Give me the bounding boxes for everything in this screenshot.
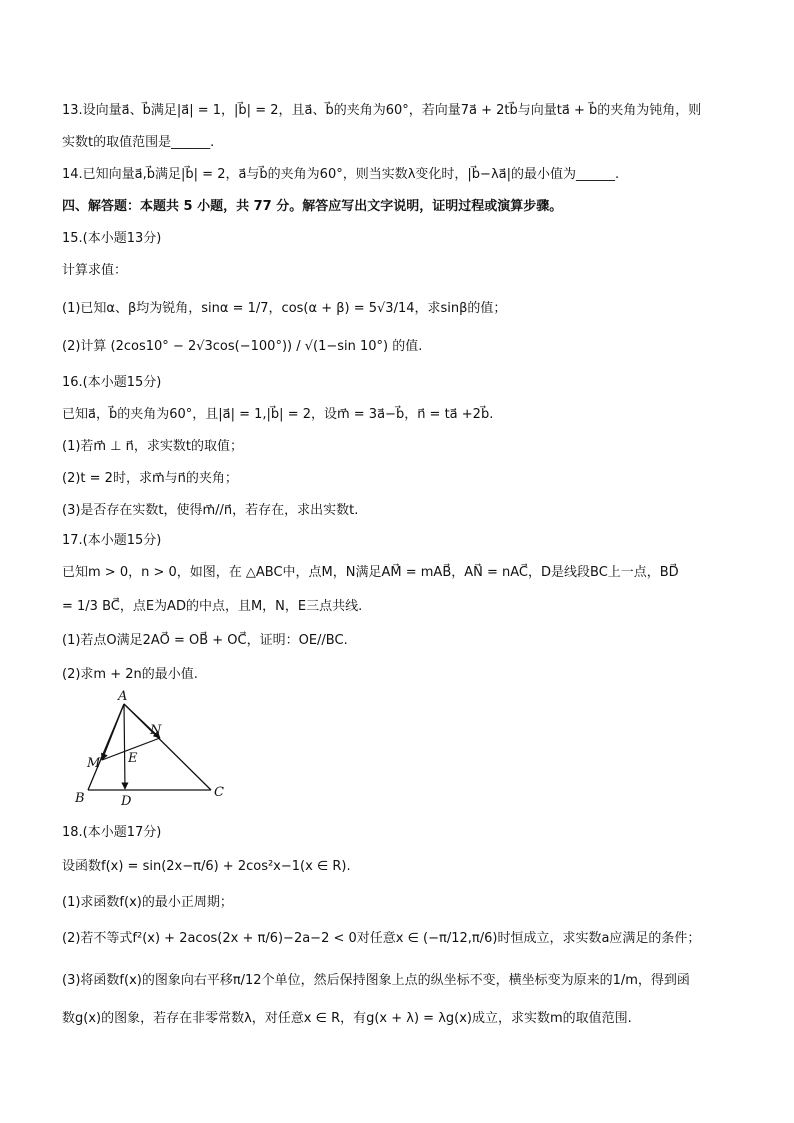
label-A: A (118, 689, 128, 704)
line-q17_2: (2)求m + 2n的最小值. (62, 667, 198, 682)
line-q15h: 15.(本小题13分) (62, 231, 162, 246)
line-q15_1: (1)已知α、β均为锐角，sinα = 1/7，cos(α + β) = 5√3/14，求sinβ的值； (62, 301, 507, 316)
line-q16_2: (2)t = 2时，求m⃗与n⃗的夹角； (62, 471, 238, 486)
line-q14: 14.已知向量a⃗,b⃗满足|b⃗| = 2，a⃗与b⃗的夹角为60°，则当实数λ变化时，|b⃗−λa⃗|的最小值为______. (62, 167, 620, 182)
triangle-figure (68, 688, 238, 810)
line-q18_1: (1)求函数f(x)的最小正周期； (62, 895, 233, 910)
line-q15i: 计算求值： (62, 263, 128, 278)
line-q18_3b: 数g(x)的图象，若存在非零常数λ，对任意x ∈ R，有g(x + λ) = λg(x)成立，求实数m的取值范围. (62, 1011, 632, 1026)
line-q13b: 实数t的取值范围是______. (62, 135, 215, 150)
line-q17_1: (1)若点O满足2AO⃗ = OB⃗ + OC⃗，证明：OE//BC. (62, 633, 348, 648)
line-q17s1: 已知m > 0，n > 0，如图，在 △ABC中，点M，N满足AM⃗ = mAB⃗，AN⃗ = nAC⃗，D是线段BC上一点，BD⃗ (62, 565, 679, 580)
line-q18_3a: (3)将函数f(x)的图象向右平移π/12个单位，然后保持图象上点的纵坐标不变，横坐标变为原来的1/m，得到函 (62, 973, 690, 988)
line-q18_2: (2)若不等式f²(x) + 2acos(2x + π/6)−2a−2 < 0对任意x ∈ (−π/12,π/6)时恒成立，求实数a应满足的条件； (62, 931, 701, 946)
line-q18s: 设函数f(x) = sin(2x−π/6) + 2cos²x−1(x ∈ R). (62, 859, 351, 874)
label-C: C (214, 785, 224, 800)
line-q13a: 13.设向量a⃗、b⃗满足|a⃗| = 1，|b⃗| = 2，且a⃗、b⃗的夹角为60°，若向量7a⃗ + 2tb⃗与向量ta⃗ + b⃗的夹角为钝角，则 (62, 103, 702, 118)
label-M: M (87, 756, 101, 771)
line-q16s: 已知a⃗，b⃗的夹角为60°，且|a⃗| = 1,|b⃗| = 2，设m⃗ = 3a⃗−b⃗，n⃗ = ta⃗ +2b⃗. (62, 407, 494, 422)
segment-AD (124, 704, 125, 789)
label-E: E (128, 751, 138, 766)
line-q16_1: (1)若m⃗ ⊥ n⃗，求实数t的取值； (62, 439, 244, 454)
line-q15_2: (2)计算 (2cos10° − 2√3cos(−100°)) / √(1−sin 10°) 的值. (62, 339, 423, 354)
line-q18h: 18.(本小题17分) (62, 825, 162, 840)
line-q17h: 17.(本小题15分) (62, 533, 162, 548)
label-B: B (75, 791, 85, 806)
label-D: D (121, 794, 132, 809)
line-q17s2: = 1/3 BC⃗，点E为AD的中点，且M，N，E三点共线. (62, 599, 363, 614)
vector-AM (102, 704, 124, 760)
line-q16h: 16.(本小题15分) (62, 375, 162, 390)
line-sec4: 四、解答题：本题共 5 小题，共 77 分。解答应写出文字说明，证明过程或演算步骤。 (62, 199, 563, 214)
label-N: N (150, 723, 162, 738)
line-q16_3: (3)是否存在实数t，使得m⃗//n⃗，若存在，求出实数t. (62, 503, 359, 518)
